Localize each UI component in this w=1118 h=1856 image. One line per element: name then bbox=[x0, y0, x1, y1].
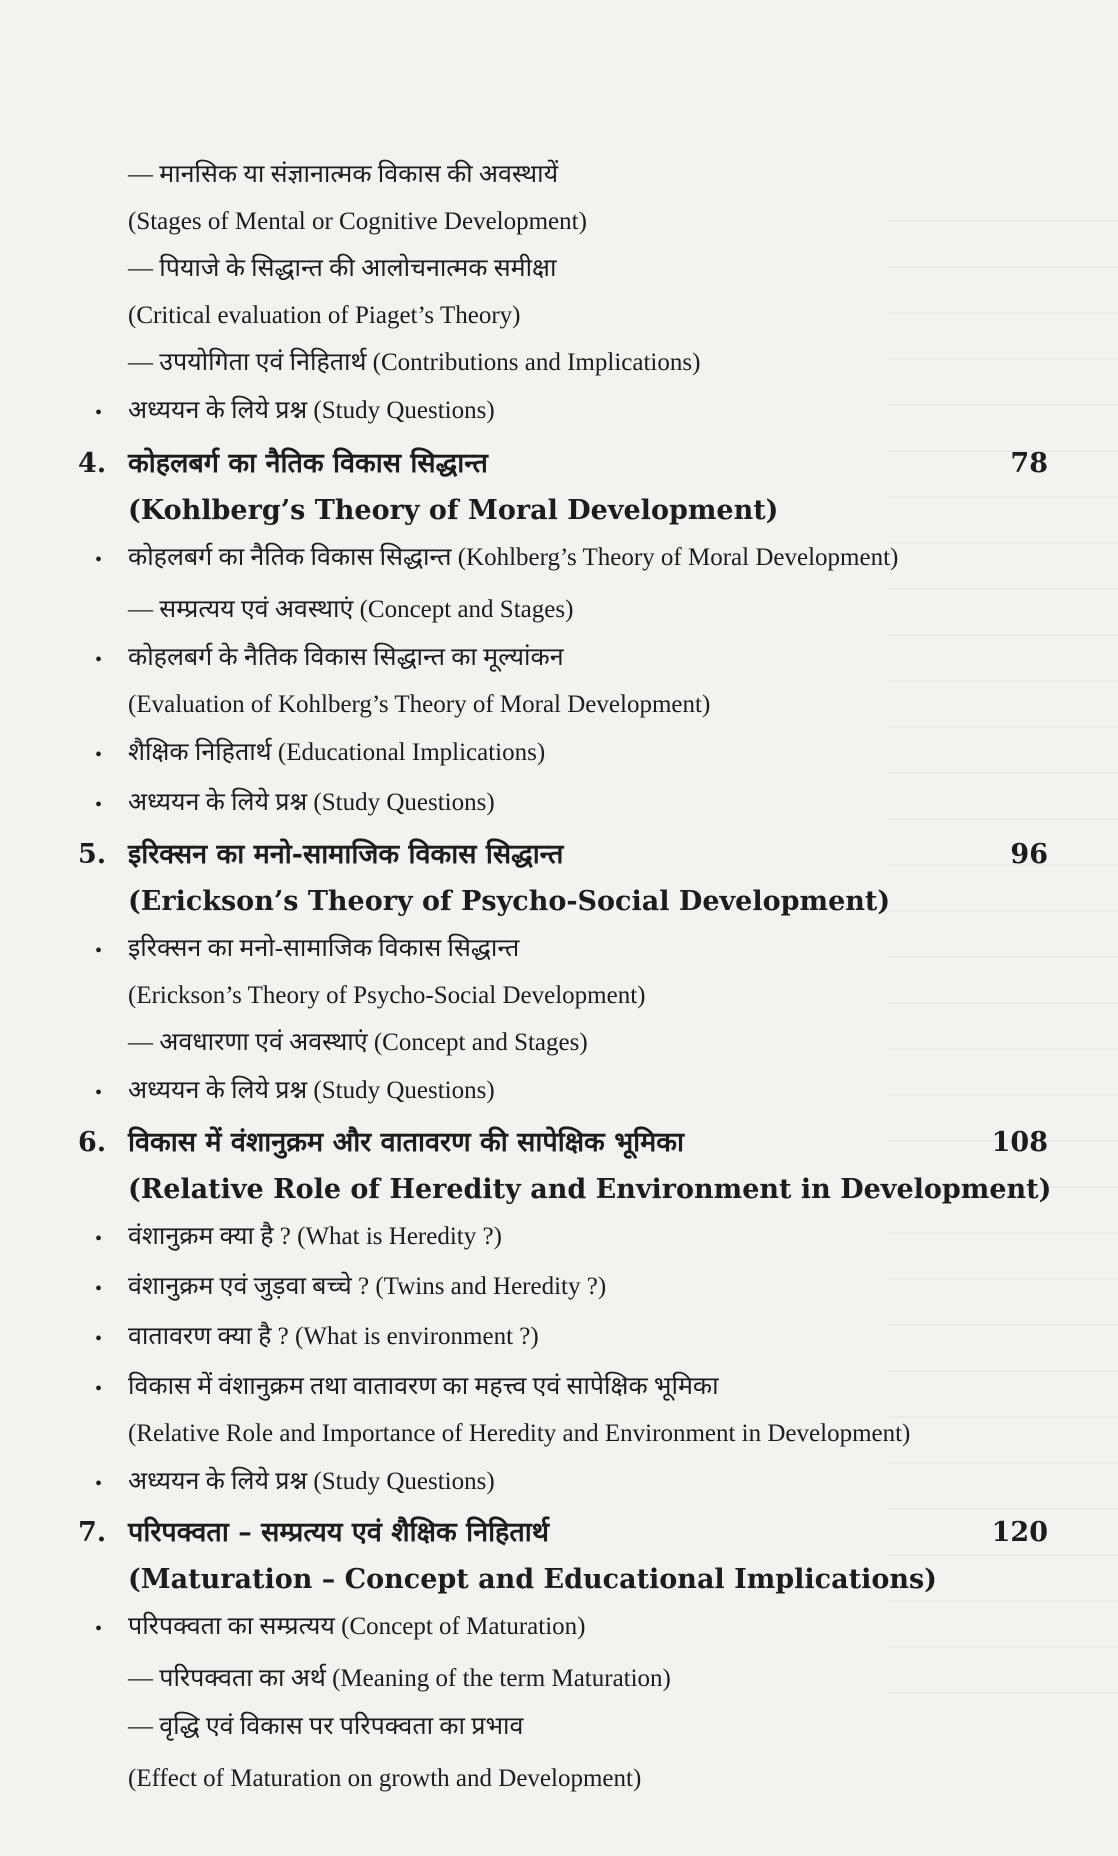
toc-item-en: (Relative Role and Importance of Heredity and Environment in Development) bbox=[128, 1420, 911, 1447]
intro-bullet-item: अध्ययन के लिये प्रश्न (Study Questions) bbox=[128, 397, 495, 424]
toc-item-en: (Erickson’s Theory of Psycho-Social Development) bbox=[128, 982, 646, 1009]
bullet-icon: • bbox=[95, 1328, 103, 1350]
toc-item: अध्ययन के लिये प्रश्न (Study Questions) bbox=[128, 789, 495, 816]
toc-item-en: (Effect of Maturation on growth and Development) bbox=[128, 1765, 642, 1792]
toc-item: विकास में वंशानुक्रम तथा वातावरण का महत्त्व एवं सापेक्षिक भूमिका bbox=[128, 1373, 719, 1400]
intro-sub-item: — पियाजे के सिद्धान्त की आलोचनात्मक समीक्षा bbox=[128, 255, 557, 282]
chapter-number: 7. bbox=[78, 1517, 107, 1548]
bullet-icon: • bbox=[95, 402, 103, 424]
chapter-title-hindi: इरिक्सन का मनो-सामाजिक विकास सिद्धान्त bbox=[128, 839, 564, 870]
chapter-page-number: 96 bbox=[1010, 839, 1048, 870]
chapter-title-hindi: कोहलबर्ग का नैतिक विकास सिद्धान्त bbox=[128, 448, 488, 479]
toc-item-en: (Evaluation of Kohlberg’s Theory of Moral Development) bbox=[128, 691, 711, 718]
chapter-page-number: 108 bbox=[991, 1127, 1048, 1158]
toc-item: अध्ययन के लिये प्रश्न (Study Questions) bbox=[128, 1468, 495, 1495]
chapter-number: 5. bbox=[78, 839, 107, 870]
toc-item: वंशानुक्रम क्या है ? (What is Heredity ?) bbox=[128, 1223, 502, 1250]
chapter-title-english: (Erickson’s Theory of Psycho-Social Development) bbox=[128, 886, 891, 917]
bullet-icon: • bbox=[95, 1228, 103, 1250]
intro-sub-item: — मानसिक या संज्ञानात्मक विकास की अवस्थायें bbox=[128, 161, 559, 188]
chapter-title-english: (Kohlberg’s Theory of Moral Development) bbox=[128, 495, 779, 526]
toc-item: इरिक्सन का मनो-सामाजिक विकास सिद्धान्त bbox=[128, 935, 520, 962]
toc-sub-item: — सम्प्रत्यय एवं अवस्थाएं (Concept and Stages) bbox=[128, 596, 574, 623]
bullet-icon: • bbox=[95, 549, 103, 571]
toc-item: कोहलबर्ग के नैतिक विकास सिद्धान्त का मूल्यांकन bbox=[128, 644, 564, 671]
bullet-icon: • bbox=[95, 1618, 103, 1640]
bullet-icon: • bbox=[95, 1082, 103, 1104]
chapter-page-number: 120 bbox=[991, 1517, 1048, 1548]
chapter-title-english: (Maturation – Concept and Educational Implications) bbox=[128, 1564, 937, 1595]
toc-sub-item: — परिपक्वता का अर्थ (Meaning of the term Maturation) bbox=[128, 1665, 671, 1692]
bleed-through-texture bbox=[888, 220, 1118, 1720]
chapter-number: 6. bbox=[78, 1127, 107, 1158]
toc-item: शैक्षिक निहितार्थ (Educational Implications) bbox=[128, 739, 546, 766]
bullet-icon: • bbox=[95, 940, 103, 962]
chapter-title-english: (Relative Role of Heredity and Environment in Development) bbox=[128, 1174, 1052, 1205]
bullet-icon: • bbox=[95, 1378, 103, 1400]
bullet-icon: • bbox=[95, 1473, 103, 1495]
toc-sub-item: — वृद्धि एवं विकास पर परिपक्वता का प्रभाव bbox=[128, 1713, 524, 1740]
toc-item: वातावरण क्या है ? (What is environment ?) bbox=[128, 1323, 539, 1350]
bullet-icon: • bbox=[95, 744, 103, 766]
bullet-icon: • bbox=[95, 1278, 103, 1300]
chapter-page-number: 78 bbox=[1010, 448, 1048, 479]
toc-sub-item: — अवधारणा एवं अवस्थाएं (Concept and Stages) bbox=[128, 1029, 588, 1056]
bullet-icon: • bbox=[95, 794, 103, 816]
chapter-title-hindi: परिपक्वता – सम्प्रत्यय एवं शैक्षिक निहितार्थ bbox=[128, 1517, 550, 1548]
toc-item: परिपक्वता का सम्प्रत्यय (Concept of Maturation) bbox=[128, 1613, 586, 1640]
toc-item: वंशानुक्रम एवं जुड़वा बच्चे ? (Twins and Heredity ?) bbox=[128, 1273, 607, 1300]
bullet-icon: • bbox=[95, 649, 103, 671]
intro-sub-item-en: (Critical evaluation of Piaget’s Theory) bbox=[128, 302, 521, 329]
toc-item: अध्ययन के लिये प्रश्न (Study Questions) bbox=[128, 1077, 495, 1104]
intro-sub-item: — उपयोगिता एवं निहितार्थ (Contributions and Implications) bbox=[128, 349, 701, 376]
intro-sub-item-en: (Stages of Mental or Cognitive Development) bbox=[128, 208, 587, 235]
chapter-number: 4. bbox=[78, 448, 107, 479]
toc-item: कोहलबर्ग का नैतिक विकास सिद्धान्त (Kohlberg’s Theory of Moral Development) bbox=[128, 544, 899, 571]
chapter-title-hindi: विकास में वंशानुक्रम और वातावरण की सापेक्षिक भूमिका bbox=[128, 1127, 685, 1158]
